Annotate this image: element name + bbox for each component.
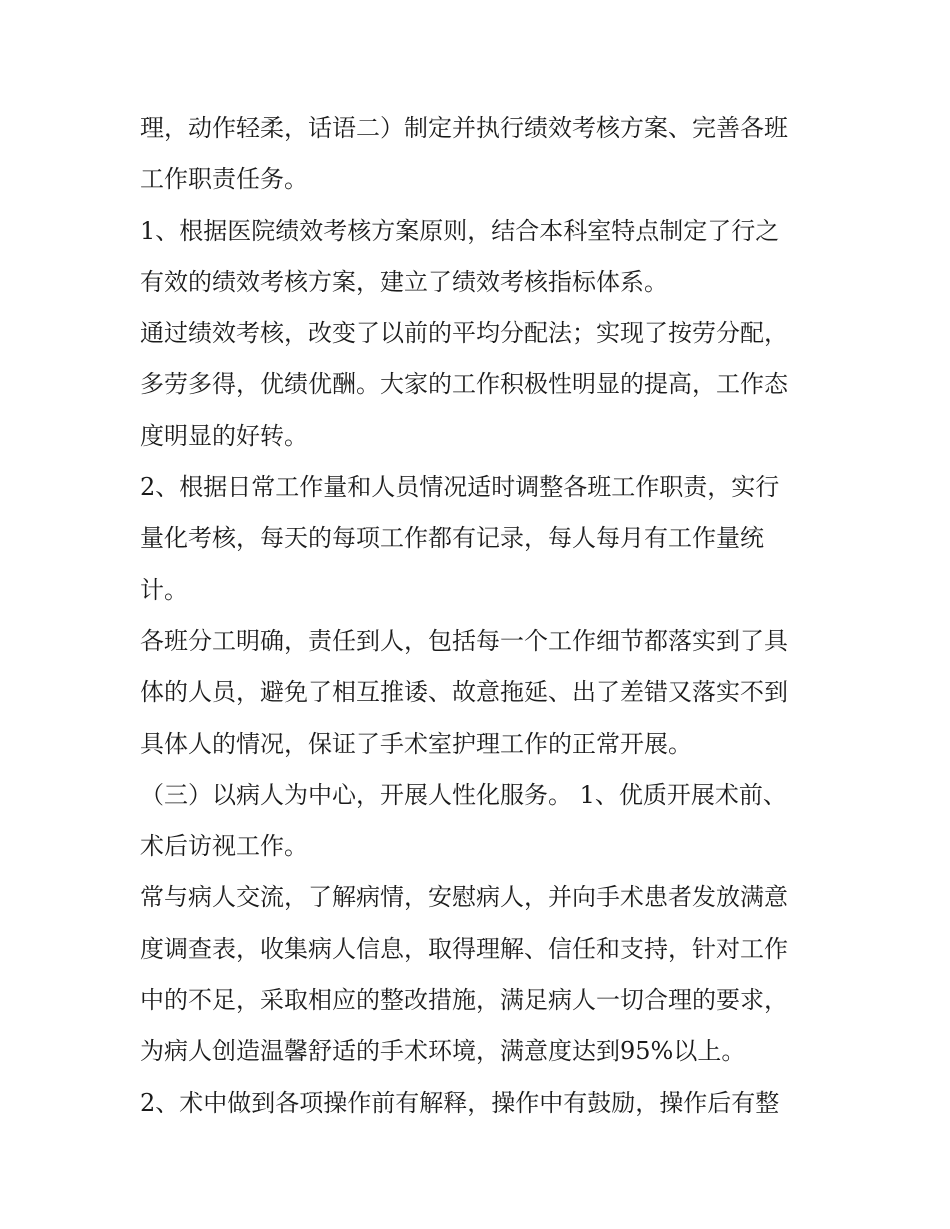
text-line: 有效的绩效考核方案，建立了绩效考核指标体系。 xyxy=(140,267,668,296)
text-line: 常与病人交流，了解病情，安慰病人，并向手术患者发放满意 xyxy=(140,883,788,912)
text-line: 2、根据日常工作量和人员情况适时调整各班工作职责，实行 xyxy=(140,473,780,502)
text-line: 计。 xyxy=(140,575,188,604)
text-line: 为病人创造温馨舒适的手术环境，满意度达到95%以上。 xyxy=(140,1037,746,1066)
text-line: 多劳多得，优绩优酬。大家的工作积极性明显的提高，工作态 xyxy=(140,370,788,399)
text-line: 具体人的情况，保证了手术室护理工作的正常开展。 xyxy=(140,729,692,758)
text-line: 中的不足，采取相应的整改措施，满足病人一切合理的要求， xyxy=(140,986,788,1015)
text-line: 度调查表，收集病人信息，取得理解、信任和支持，针对工作 xyxy=(140,934,788,963)
text-line: 术后访视工作。 xyxy=(140,832,308,861)
text-line: 体的人员，避免了相互推诿、故意拖延、出了差错又落实不到 xyxy=(140,678,788,707)
text-line: 量化考核，每天的每项工作都有记录，每人每月有工作量统 xyxy=(140,524,764,553)
text-line: 工作职责任务。 xyxy=(140,165,308,194)
text-line: 1、根据医院绩效考核方案原则，结合本科室特点制定了行之 xyxy=(140,216,780,245)
text-line: 度明显的好转。 xyxy=(140,421,308,450)
text-line: 2、术中做到各项操作前有解释，操作中有鼓励，操作后有整 xyxy=(140,1088,780,1117)
document-body xyxy=(140,103,830,1129)
text-line: 通过绩效考核，改变了以前的平均分配法；实现了按劳分配， xyxy=(140,319,788,348)
text-line: 理，动作轻柔，话语二）制定并执行绩效考核方案、完善各班 xyxy=(140,114,788,142)
text-line: （三）以病人为中心，开展人性化服务。 1、优质开展术前、 xyxy=(140,780,787,809)
text-line: 各班分工明确，责任到人，包括每一个工作细节都落实到了具 xyxy=(140,626,788,655)
